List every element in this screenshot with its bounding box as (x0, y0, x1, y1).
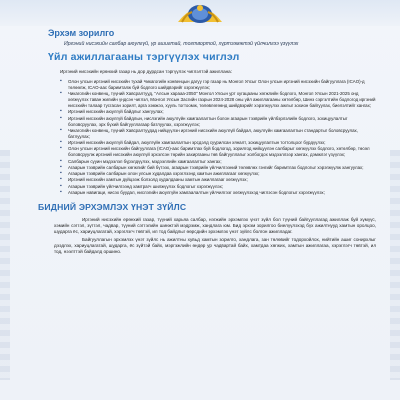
list-item: ▪ Агаарын тээврийн салбарын хөгжлийг бий бүтээх, агаарын тээврийн үйлчилгээний төлөвлөх гэнгийг баримтлах бодлогыг хэрэгжүүлж хангуулах; (60, 165, 376, 171)
document-body (38, 28, 376, 257)
list-item: ▪ Чикагогийн конвенц, түүний Хавсралтууд, "Алсын харааа-2050" Монгол Улсын урт хугацааны хөгжлийн бодлого, Монгол Улсын 2021-2025 онд хөгжүүлэх таван жилийн үндсэн чиглэл, Монгол Улсын Засгийн газрын 2024-2028 оны үйл ажиллагааны хөтөлбөр, Шинэ сэргэлтийн бодлогод иргэний нисэхийн талаар тусгасан зорилт, арга хэмжээ, хууль тогтоомж, төлөвлөгөөнд шийдвэрийг хэрэгжүүлэх ажлыг зохион байгуулах, биелэлтийг хангах; (60, 91, 376, 109)
left-border-ornament (0, 150, 10, 380)
directions-heading: Үйл ажиллагааны тэргүүлэх чиглэл (48, 51, 240, 63)
list-item: ▪ Агаарын тээврийн үйлчилгээнд хамтрагч шилжүүлэх бодлогыг хэрэгжүүлэх; (60, 184, 376, 190)
mission-text: Иргэний нисэхийн салбар аюулгүй, үр ашигтай, тогтвортой, хүртээмжтэй үйлчилгээ үзүүлэх (64, 41, 299, 47)
list-item: ▪ Салбарын сууин мэдээлэл бүрэлдүүлэх, мэдээллийн хамгаалалтыг хангах; (60, 159, 376, 165)
right-border-ornament (390, 150, 400, 380)
values-paragraph: Байгууллагын эрхэмлэх үнэт зүйлс нь ажилтны хувьд хамтын зорилго, хандлага, зан төлөвийг тодорхойлох, нийтийн ашиг сонирхлыг дээдлэх, хариуцлагатай, шударга, ёс зүйтэй байх, мэргэжлийн өндөр ур чадвартай байх, хамтдаа хөгжих, хамтын ажиллагаа, хэрэглэгч төвтэй, ил тод, нээлттэй байдалд оршино. (54, 236, 376, 254)
directions-intro: Иргэний нисэхийн ерөнхий газар нь дор дурдсан тэргүүлэх чиглэлтэй ажиллана: (60, 69, 233, 74)
list-item: ▪ Иргэний нисэхийн хамтын дүйцээж болзолд худалдааны хамтын ажиллагааг хөгжүүлэх; (60, 177, 376, 183)
list-item: ▪ Агаарын тээврийн салбарын олон улсын худалдаа хэрэглээнд хамтын ажиллагааг хөгжүүлэх; (60, 171, 376, 177)
list-item: ▪ Иргэний нисэхийн аюулгүй байдал, аюулгүйн хамгаалалтын эрсдэлд суурилсан хяналт, зохицуулалтын тогтолцоог бүрдүүлэх; (60, 140, 376, 146)
list-item: ▪ Иргэний нисэхийн аюулгүй байдлын, нислэгийн аюулгүйн хамгаалалтын болон агаарын тээврийн үйлбэрлэлийн бодлого, зохицуулалтыг боловсруулах, эрх бүхий байгууллагаар батлуулах, хэрэгжүүлэх; (60, 116, 376, 128)
list-item: ▪ Олон улсын иргэний нисэхийн байгууллага (ICAO)-аас баримтлах буй бодлогод, зорилгод нийцүүлэн салбарыг хөгжүүлэх бодлого, хөтөлбөр, төсөл боловсруулж иргэний нисэхийн аюулгүй эрхэлсэн төрийн захиргааны төв байгууллагыг холбогдох мэдээллээр хангах, дэмжлэг үзүүлэх; (60, 146, 376, 158)
list-item: ▪ Иргэний нисэхийн аюулгүй байдлыг хангуулах; (60, 109, 376, 115)
list-item: ▪ Чикагогийн конвенц, түүний Хавсралтуудад нийцүүлэн иргэний нисэхийн аюулгүй байдал, аюулгүйн хамгаалалтын стандартыг боловсруулах, батлуулах; (60, 128, 376, 140)
list-item: ▪ Олон улсын иргэний нисэхийн тухай Чикагогийн конвенцын дагуу гэр газар нь Монгол Улсыг Олон улсын иргэний нисэхийн байгууллага (ICAO)-д төлөөлж, ICAO-аас баримталж буй бодлого шийдвэрийг хэрэгжүүлэх; (60, 79, 376, 91)
state-emblem-icon (174, 0, 226, 24)
values-heading: БИДНИЙ ЭРХЭМЛЭХ ҮНЭТ ЗҮЙЛС (38, 201, 187, 212)
directions-list (48, 79, 376, 196)
values-paragraph: Иргэний нисэхийн ерөнхий газар, түүний харьяа салбар, нэгжийн эрхэмлэх үнэт зүйл бол түүний байгууллагад ажиллаж буй хүмүүс, хэмийн сэтгэл, зүтгэл, чадвар, түүний сэтгэлийн шинжтэй мэдрэмж, хандлага юм. Бид эрхэм зорилгоо биелүүлэхэд бүх ажилтнууд хамтын оролцоо, шударга ёс, хариуцлагатай, хэрэглэгч төвтэй, ил тод байдлыг өөрсдийн эрхэмлэх үнэт зүйлс болгон ажилладаг. (54, 216, 376, 234)
mission-heading: Эрхэм зорилго (48, 28, 115, 38)
list-item: ▪ Агаарын навигаци, нисэх буудал, нислэгийн аюулгүйн хамгаалалтын үйлчилгээг хөгжүүлэхэд чиглэсэн бодлогыг хэрэгжүүлэх; (60, 190, 376, 196)
